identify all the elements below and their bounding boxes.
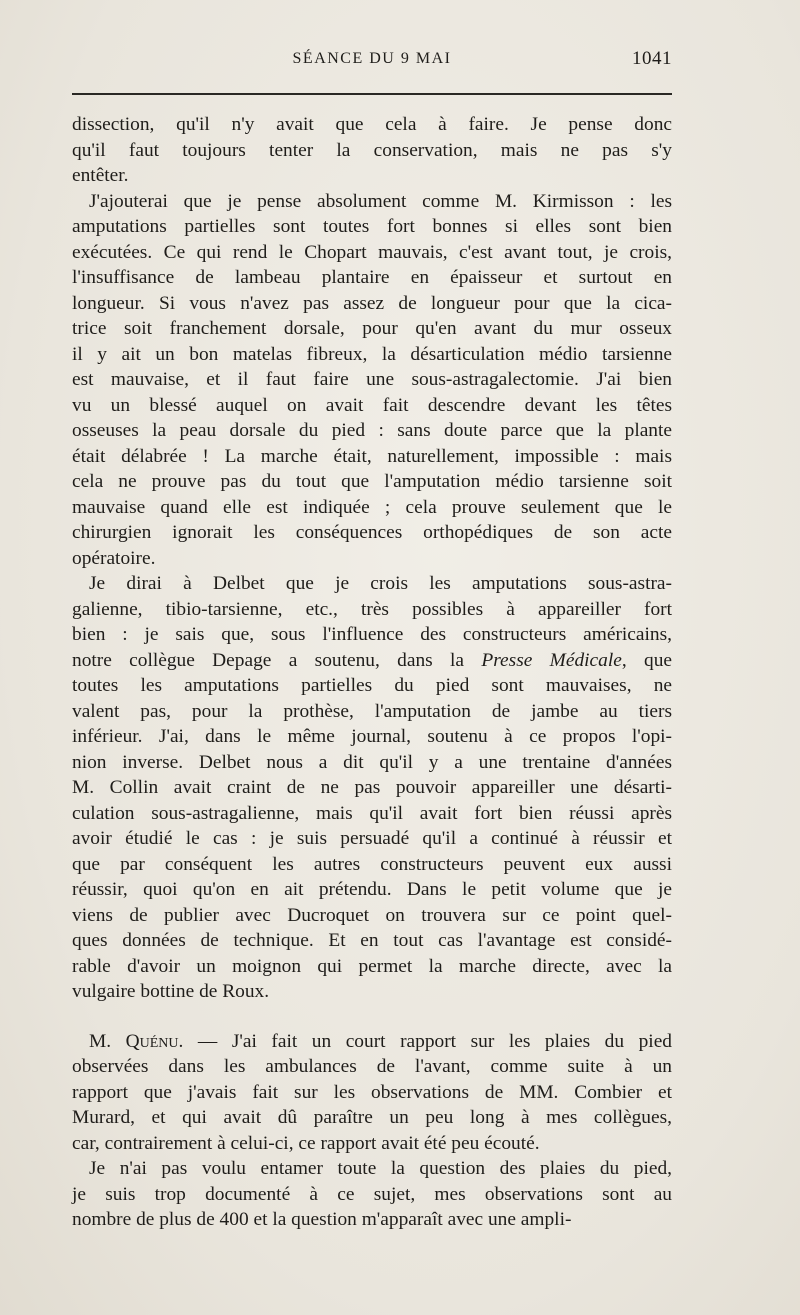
text-line: M. Quénu. — J'ai fait un court rapport sur les plaies du pied — [89, 1030, 672, 1052]
journal-title: Presse Médicale — [481, 649, 622, 671]
text-line: osseuses la peau dorsale du pied : sans doute parce que la plante — [72, 420, 672, 441]
text-line: nombre de plus de 400 et la question m'apparaît avec une ampli- — [72, 1209, 572, 1230]
text-line: M. Collin avait craint de ne pas pouvoir appareiller une désarti- — [72, 777, 672, 798]
text-line: rapport que j'avais fait sur les observations de MM. Combier et — [72, 1081, 672, 1103]
text-line: culation sous-astragalienne, mais qu'il avait fort bien réussi après — [72, 802, 672, 824]
text-line: cela ne prouve pas du tout que l'amputation médio tarsienne soit — [72, 471, 672, 492]
text-line: amputations partielles sont toutes fort bonnes si elles sont bien — [72, 216, 672, 237]
text-line: avoir étudié le cas : je suis persuadé qu'il a continué à réussir et — [72, 828, 672, 849]
text-line: longueur. Si vous n'avez pas assez de longueur pour que la cica- — [72, 292, 672, 314]
text-line: bien : je sais que, sous l'influence des constructeurs américains, — [72, 624, 672, 645]
body-text — [72, 112, 672, 1233]
text-line: car, contrairement à celui-ci, ce rapport avait été peu écouté. — [72, 1132, 540, 1154]
text-line: observées dans les ambulances de l'avant, comme suite à un — [72, 1056, 672, 1077]
paragraph — [72, 1029, 672, 1157]
text-line: rable d'avoir un moignon qui permet la marche directe, avec la — [72, 955, 672, 977]
text-line: dissection, qu'il n'y avait que cela à faire. Je pense donc — [72, 114, 672, 135]
text-line: l'insuffisance de lambeau plantaire en épaisseur et surtout en — [72, 267, 672, 288]
text-line: nion inverse. Delbet nous a dit qu'il y a une trentaine d'années — [72, 751, 672, 773]
text-line: il y ait un bon matelas fibreux, la désarticulation médio tarsienne — [72, 343, 672, 365]
text-line: qu'il faut toujours tenter la conservation, mais ne pas s'y — [72, 139, 672, 161]
text-line: entêter. — [72, 165, 129, 186]
text-line: Murard, et qui avait dû paraître un peu long à mes collègues, — [72, 1107, 672, 1128]
paragraph — [72, 571, 672, 1005]
text-line: toutes les amputations partielles du pied sont mauvaises, ne — [72, 675, 672, 696]
text-line: réussir, quoi qu'on en ait prétendu. Dans le petit volume que je — [72, 879, 672, 900]
text-line: chirurgien ignorait les conséquences orthopédiques de son acte — [72, 522, 672, 543]
text-line: trice soit franchement dorsale, pour qu'en avant du mur osseux — [72, 318, 672, 339]
running-head: SÉANCE DU 9 MAI — [292, 50, 452, 67]
text-line: mauvaise quand elle est indiquée ; cela prouve seulement que le — [72, 496, 672, 518]
text-line: galienne, tibio-tarsienne, etc., très possibles à appareiller fort — [72, 598, 672, 620]
page-header — [72, 50, 672, 76]
speaker-name: M. Quénu. — [89, 1030, 184, 1052]
paragraph — [72, 112, 672, 189]
text-line: est mauvaise, et il faut faire une sous-astragalectomie. J'ai bien — [72, 369, 672, 390]
text-line: Je n'ai pas voulu entamer toute la question des plaies du pied, — [89, 1158, 672, 1179]
text-line: opératoire. — [72, 547, 156, 569]
header-rule — [72, 93, 672, 95]
text-line: inférieur. J'ai, dans le même journal, soutenu à ce propos l'opi- — [72, 726, 672, 747]
text-line: je suis trop documenté à ce sujet, mes observations sont au — [72, 1183, 672, 1205]
text-line: exécutées. Ce qui rend le Chopart mauvais, c'est avant tout, je crois, — [72, 241, 672, 263]
text-line: viens de publier avec Ducroquet on trouvera sur ce point quel- — [72, 904, 672, 926]
text-line: notre collègue Depage a soutenu, dans la Presse Médicale, que — [72, 649, 673, 671]
text-line: vulgaire bottine de Roux. — [72, 981, 270, 1002]
text-line: était délabrée ! La marche était, naturellement, impossible : mais — [72, 445, 672, 467]
text-line: J'ajouterai que je pense absolument comme M. Kirmisson : les — [89, 190, 672, 212]
section-gap — [72, 1005, 672, 1029]
text-line: Je dirai à Delbet que je crois les amputations sous-astra- — [89, 573, 672, 594]
paragraph — [72, 189, 672, 572]
text-line: vu un blessé auquel on avait fait descendre devant les têtes — [72, 394, 672, 416]
paragraph — [72, 1156, 672, 1233]
page-number: 1041 — [632, 48, 672, 69]
text-line: que par conséquent les autres constructeurs peuvent eux aussi — [72, 853, 672, 875]
text-line: ques données de technique. Et en tout cas l'avantage est considé- — [72, 930, 672, 951]
text-line: valent pas, pour la prothèse, l'amputation de jambe au tiers — [72, 700, 672, 722]
